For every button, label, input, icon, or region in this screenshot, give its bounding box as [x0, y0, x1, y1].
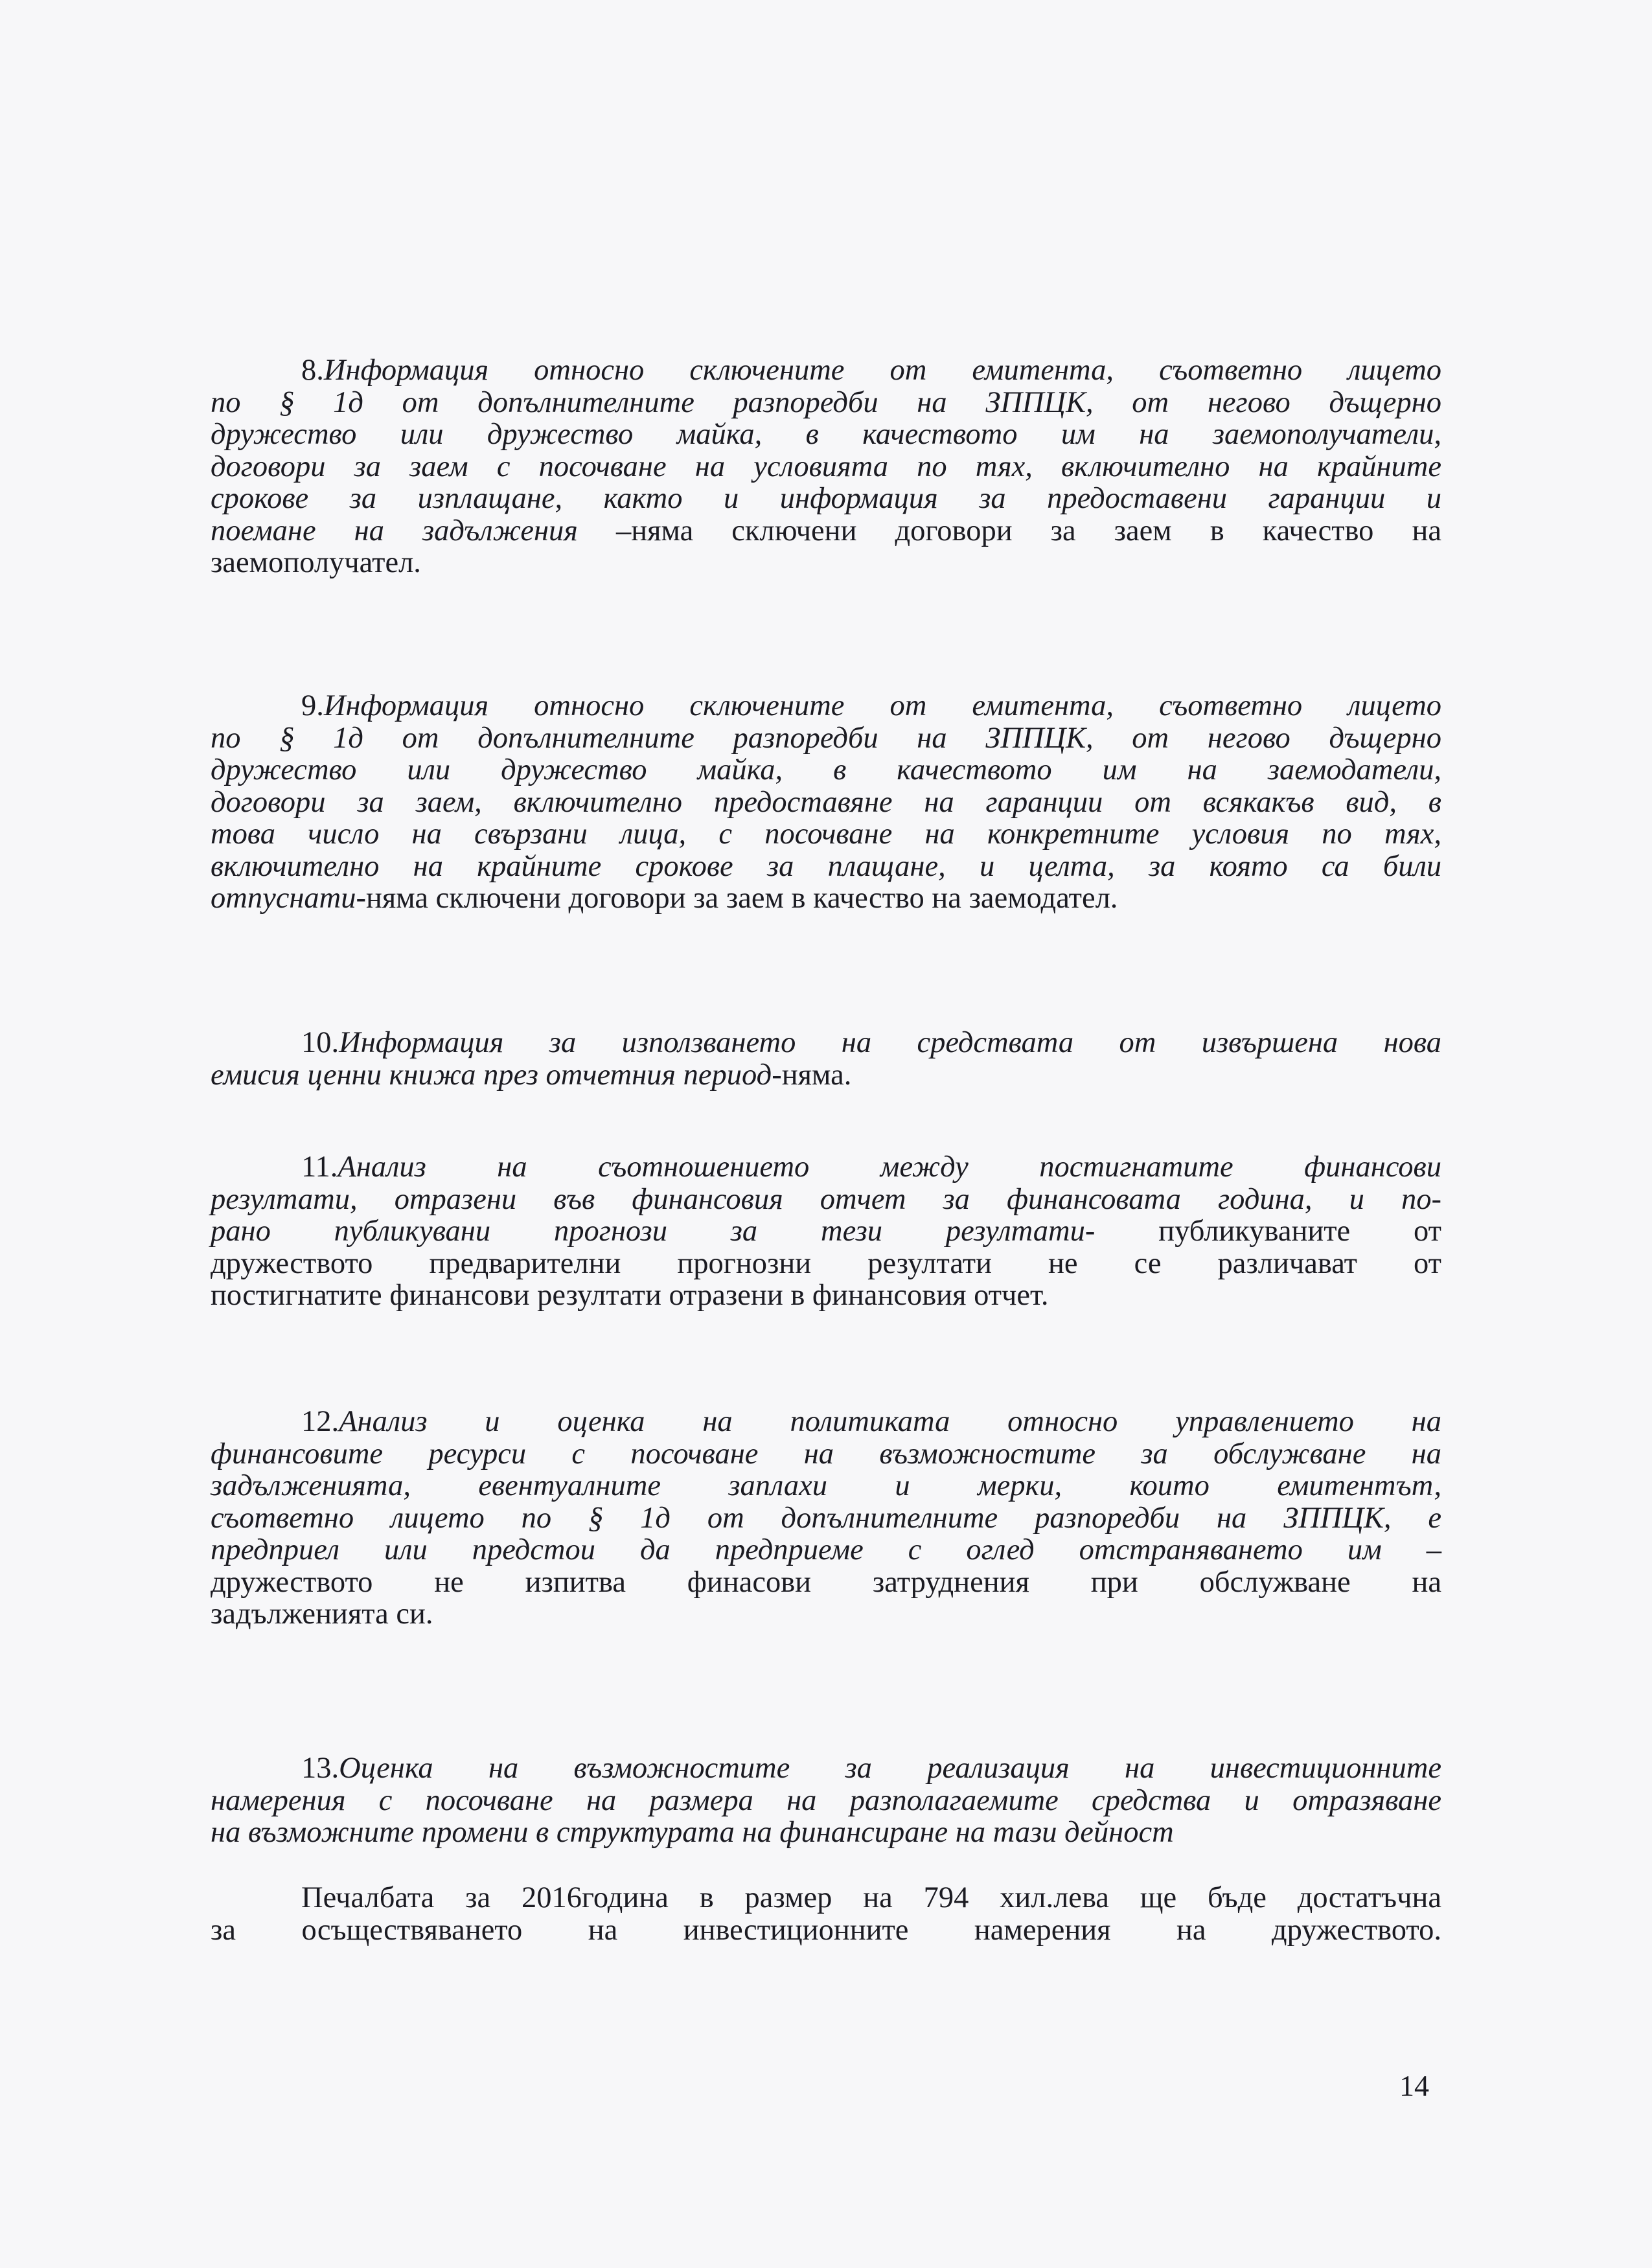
text-line: [211, 387, 1441, 419]
regular-text: 8.: [301, 354, 324, 387]
text-line: [211, 483, 1441, 515]
italic-text: срокове за изплащане, както и информация за предоставени гаранции и: [211, 482, 1441, 515]
paragraph-12: [211, 1406, 1441, 1631]
regular-text: 13.: [301, 1752, 339, 1785]
italic-text: договори за заем, включително предоставяне на гаранции от всякакъв вид, в: [211, 785, 1441, 819]
italic-text: финансовите ресурси с посочване на възможностите за обслужване на: [211, 1437, 1441, 1471]
regular-text: заемополучател.: [211, 546, 421, 579]
text-line: [211, 451, 1441, 483]
italic-text: договори за заем с посочване на условията по тях, включително на крайните: [211, 450, 1441, 483]
text-line: [211, 882, 1441, 915]
italic-text: Оценка на възможностите за реализация на инвестиционните: [339, 1752, 1441, 1785]
regular-text: за осъществяването на инвестиционните намерения на дружеството.: [211, 1913, 1441, 1947]
regular-text: -няма.: [772, 1058, 852, 1092]
regular-text: Печалбата за 2016година в размер на 794 хил.лева ще бъде достатъчна: [301, 1881, 1441, 1914]
regular-text: - публикуваните от: [1084, 1215, 1441, 1248]
italic-text: отпуснати: [211, 882, 356, 915]
text-line: [211, 1279, 1441, 1312]
paragraph-8: [211, 354, 1441, 579]
text-line: [211, 1598, 1441, 1631]
italic-text: по § 1д от допълнителните разпоредби на ЗППЦК, от негово дъщерно: [211, 385, 1441, 419]
text-line: [211, 851, 1441, 883]
text-line: [211, 754, 1441, 786]
italic-text: по § 1д от допълнителните разпоредби на ЗППЦК, от негово дъщерно: [211, 721, 1441, 755]
italic-text: дружество или дружество майка, в качеството им на заемополучатели,: [211, 418, 1441, 451]
italic-text: съответно лицето по § 1д от допълнителните разпоредби на ЗППЦК, е: [211, 1501, 1441, 1535]
regular-text: 12.: [301, 1405, 339, 1438]
text-line: [211, 1785, 1441, 1817]
text-line: [211, 1882, 1441, 1914]
text-line: [211, 1534, 1441, 1566]
text-line: [211, 1215, 1441, 1248]
text-line: [211, 1438, 1441, 1471]
page-number: 14: [1399, 2069, 1429, 2102]
text-line: [211, 1816, 1441, 1849]
text-line: [211, 722, 1441, 755]
text-line: [211, 418, 1441, 451]
italic-text: намерения с посочване на размера на разполагаемите средства и отразяване: [211, 1783, 1441, 1817]
italic-text: Информация за използването на средствата от извършена нова: [339, 1026, 1441, 1059]
text-line: [211, 354, 1441, 387]
text-line: [211, 1470, 1441, 1502]
regular-text: 9.: [301, 689, 324, 722]
italic-text: задълженията, евентуалните заплахи и мерки, които емитентът,: [211, 1469, 1441, 1502]
regular-text: 11.: [301, 1151, 338, 1184]
text-line: [211, 1027, 1441, 1059]
italic-text: резултати, отразени във финансовия отчет за финансовата година, и по-: [211, 1182, 1441, 1216]
italic-text: включително на крайните срокове за плащане, и целта, за която са били: [211, 849, 1441, 883]
text-line: [211, 1059, 1441, 1092]
text-line: [211, 547, 1441, 579]
text-line: [211, 1184, 1441, 1216]
paragraph-11: [211, 1151, 1441, 1312]
paragraph-10: [211, 1027, 1441, 1091]
italic-text: Анализ и оценка на политиката относно управлението на: [339, 1405, 1441, 1438]
italic-text: на възможните промени в структурата на финансиране на тази дейност: [211, 1816, 1174, 1849]
regular-text: дружеството не изпитва финасови затруднения при обслужване на: [211, 1565, 1441, 1599]
italic-text: Информация относно сключените от емитента, съответно лицето: [323, 689, 1441, 722]
text-line: [211, 1914, 1441, 1947]
italic-text: Информация относно сключените от емитента, съответно лицето: [323, 354, 1441, 387]
regular-text: постигнатите финансови резултати отразени в финансовия отчет.: [211, 1279, 1049, 1312]
text-line: [211, 1248, 1441, 1280]
italic-text: рано публикувани прогнози за тези резултати: [211, 1215, 1085, 1248]
text-line: [211, 786, 1441, 819]
paragraph-13: [211, 1752, 1441, 1849]
text-line: [211, 1502, 1441, 1535]
paragraph-9: [211, 690, 1441, 915]
regular-text: задълженията си.: [211, 1598, 433, 1631]
text-line: [211, 515, 1441, 547]
regular-text: 10.: [301, 1026, 339, 1059]
text-line: [211, 1151, 1441, 1184]
paragraph-conclusion: [211, 1882, 1441, 1946]
italic-text: предприел или предстои да предприеме с оглед отстраняването им –: [211, 1533, 1441, 1566]
regular-text: –няма сключени договори за заем в качество на: [615, 514, 1441, 547]
text-line: [211, 818, 1441, 851]
text-line: [211, 1752, 1441, 1785]
text-line: [211, 690, 1441, 722]
italic-text: поемане на задължения: [211, 514, 616, 547]
text-line: [211, 1566, 1441, 1599]
regular-text: -няма сключени договори за заем в качество на заемодател.: [356, 882, 1118, 915]
italic-text: дружество или дружество майка, в качеството им на заемодатели,: [211, 753, 1441, 786]
italic-text: това число на свързани лица, с посочване на конкретните условия по тях,: [211, 818, 1441, 851]
italic-text: емисия ценни книжа през отчетния период: [211, 1058, 772, 1092]
regular-text: дружеството предварителни прогнозни резултати не се различават от: [211, 1246, 1441, 1280]
text-line: [211, 1406, 1441, 1438]
italic-text: Анализ на съотношението между постигнатите финансови: [338, 1151, 1441, 1184]
